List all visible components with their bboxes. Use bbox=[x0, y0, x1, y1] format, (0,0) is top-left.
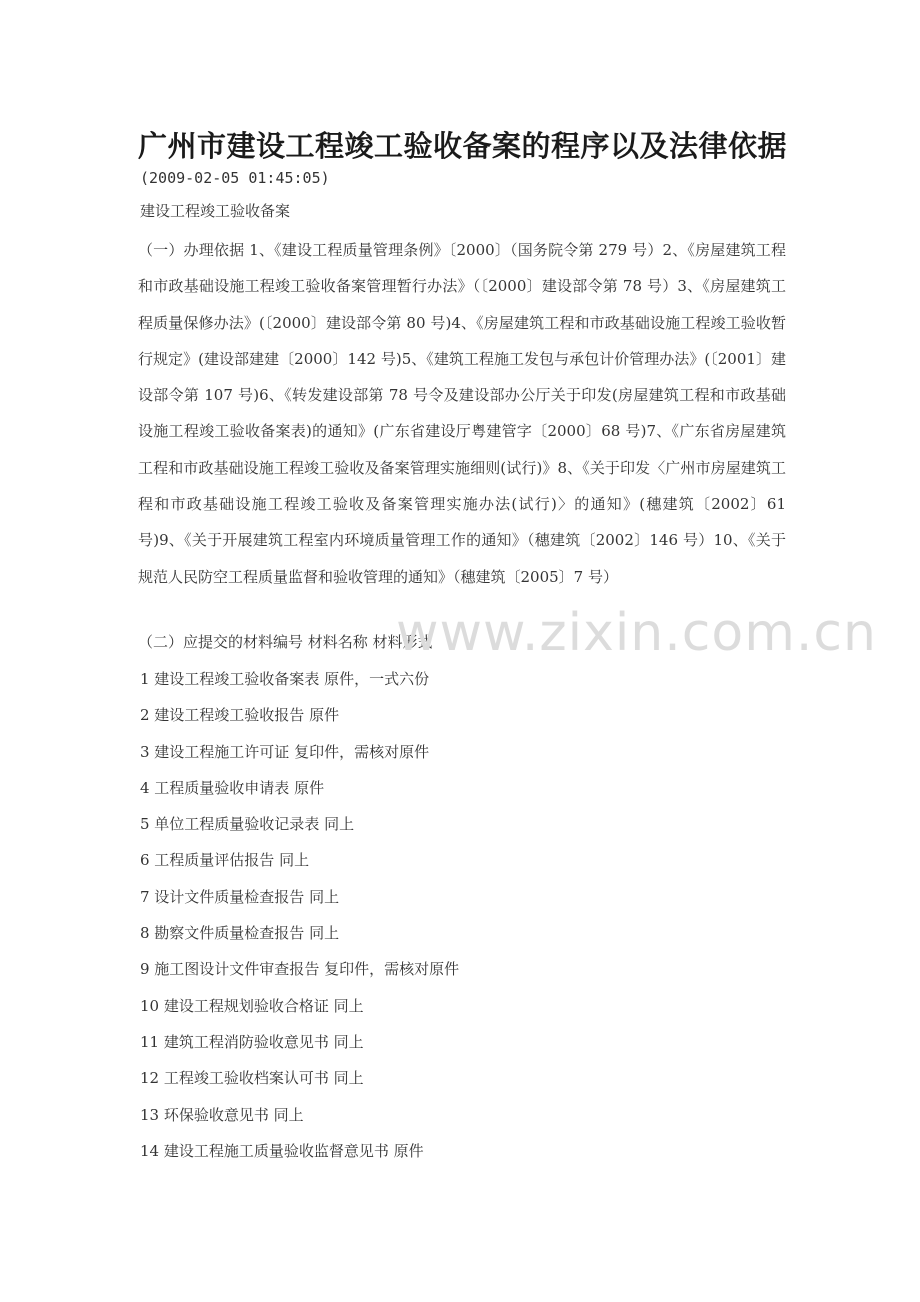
materials-list bbox=[140, 665, 459, 1173]
watermark: www.zixin.com.cn bbox=[396, 603, 877, 663]
list-item: 3 建设工程施工许可证 复印件，需核对原件 bbox=[140, 742, 430, 761]
list-item: 4 工程质量验收申请表 原件 bbox=[140, 778, 325, 797]
list-item: 14 建设工程施工质量验收监督意见书 原件 bbox=[140, 1141, 424, 1160]
list-item: 11 建筑工程消防验收意见书 同上 bbox=[140, 1032, 364, 1051]
list-item: 12 工程竣工验收档案认可书 同上 bbox=[140, 1069, 364, 1088]
section-legal-basis: （一）办理依据 1、《建设工程质量管理条例》〔2000〕（国务院令第 279 号）2、《房屋建筑工程和市政基础设施工程竣工验收备案管理暂行办法》（〔2000〕建设部令第 78 号）3、《房屋建筑工程质量保修办法》(〔2000〕建设部令第 80 号)4、《房屋建筑工程和市政基础设施工程竣工验收暂行规定》(建设部建建〔2000〕142 号)5、《建筑工程施工发包与承包计价管理办法》(〔2001〕建设部令第 107 号)6、《转发建设部第 78 号令及建设部办公厅关于印发(房屋建筑工程和市政基础设施工程竣工验收备案表)的通知》(广东省建设厅粤建管字〔2000〕68 号)7、《广东省房屋建筑工程和市政基础设施工程竣工验收及备案管理实施细则(试行)》8、《关于印发〈广州市房屋建筑工程和市政基础设施工程竣工验收及备案管理实施办法(试行)〉的通知》(穗建筑〔2002〕61 号)9、《关于开展建筑工程室内环境质量管理工作的通知》（穗建筑〔2002〕146 号）10、《关于规范人民防空工程质量监督和验收管理的通知》（穗建筑〔2005〕7 号） bbox=[138, 241, 786, 586]
list-item: 13 环保验收意见书 同上 bbox=[140, 1105, 304, 1124]
list-item: 8 勘察文件质量检查报告 同上 bbox=[140, 924, 340, 943]
list-item: 1 建设工程竣工验收备案表 原件，一式六份 bbox=[140, 670, 430, 688]
list-item: 10 建设工程规划验收合格证 同上 bbox=[140, 996, 364, 1015]
page-title: 广州市建设工程竣工验收备案的程序以及法律依据 bbox=[138, 129, 788, 163]
section-materials-heading: （二）应提交的材料编号 材料名称 材料形式 bbox=[138, 633, 433, 651]
list-item: 6 工程质量评估报告 同上 bbox=[140, 851, 310, 870]
list-item: 9 施工图设计文件审查报告 复印件，需核对原件 bbox=[140, 960, 460, 979]
list-item: 5 单位工程质量验收记录表 同上 bbox=[140, 815, 355, 834]
publish-datetime: (2009-02-05 01:45:05) bbox=[140, 169, 330, 187]
subject-line: 建设工程竣工验收备案 bbox=[140, 202, 291, 220]
list-item: 7 设计文件质量检查报告 同上 bbox=[140, 887, 340, 906]
list-item: 2 建设工程竣工验收报告 原件 bbox=[140, 706, 340, 725]
